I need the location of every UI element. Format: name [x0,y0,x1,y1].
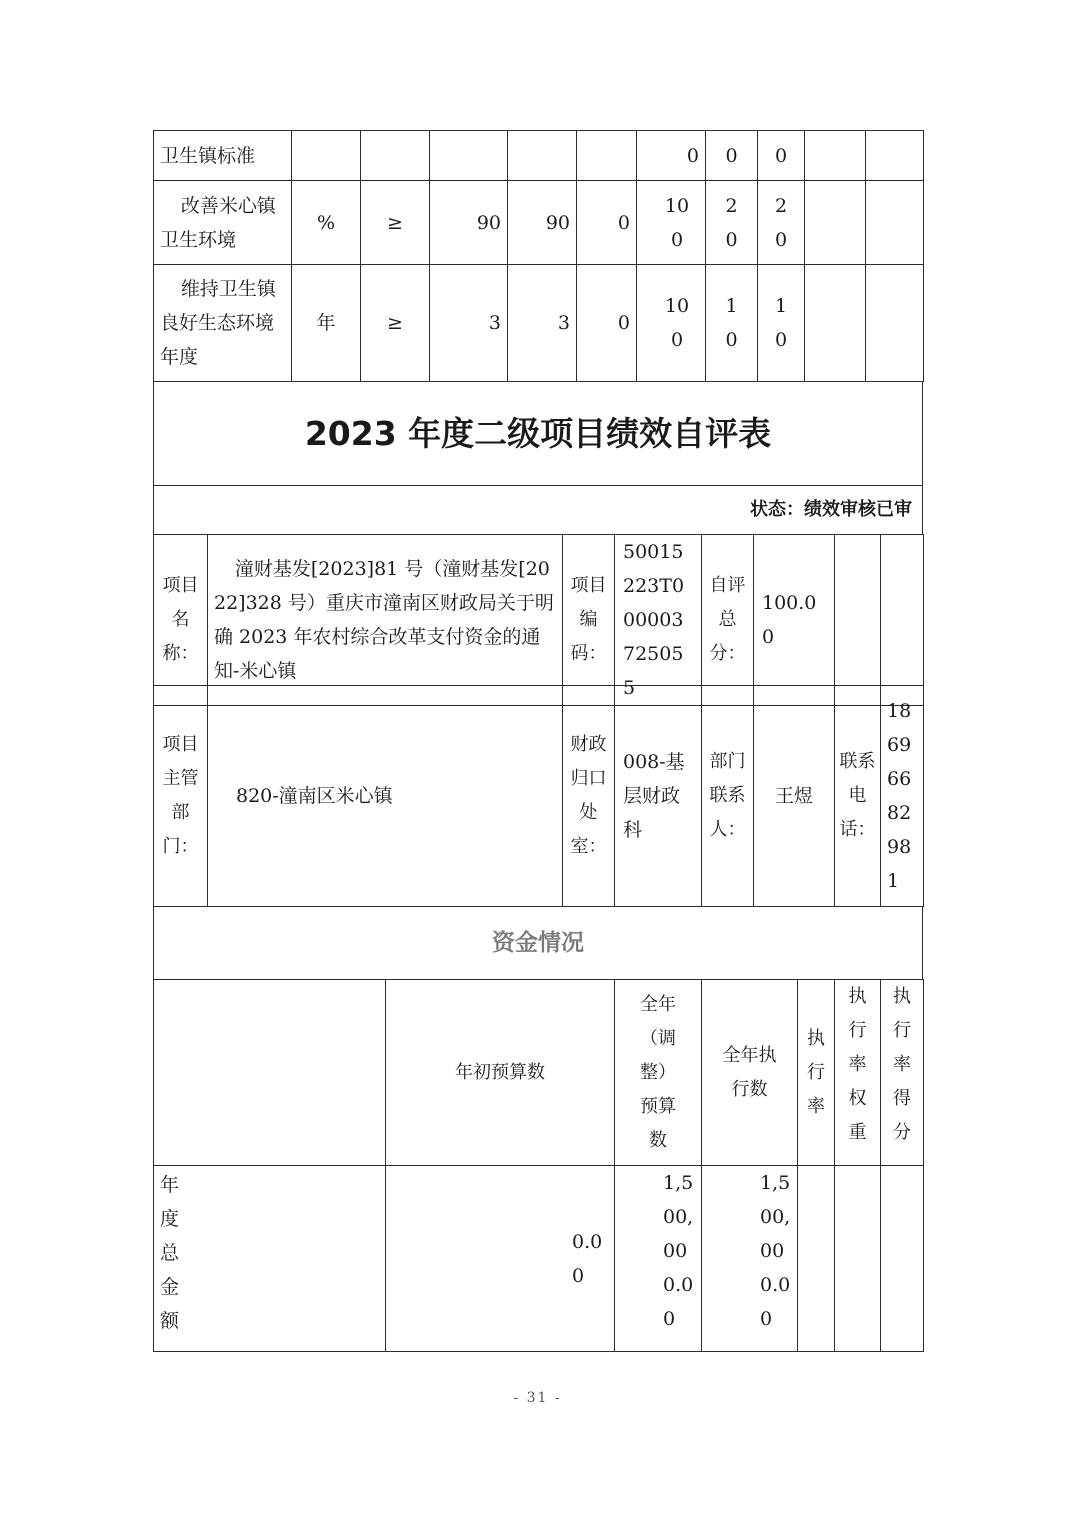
phone-label: 联系电话： [835,686,881,907]
indicator-target: 3 [430,265,508,382]
header-empty [154,980,386,1166]
indicator-symbol: ≥ [361,181,430,265]
table-row [154,181,924,265]
adjusted-budget-value: 1,500,000.00 [615,1166,702,1352]
contact-value: 王煜 [754,686,835,907]
empty-cell [866,265,924,382]
indicator-unit: 年 [292,265,361,382]
empty-cell [835,535,881,706]
indicator-c9: 20 [758,181,805,265]
table-row [154,1166,924,1352]
table-header-row [154,980,924,1166]
header-rate-weight: 执行率权重 [835,980,881,1166]
indicator-c9: 10 [758,265,805,382]
dept-label: 项目主管部门： [154,686,208,907]
project-code-label: 项目编码： [563,535,615,706]
indicator-name: 维持卫生镇良好生态环境年度 [154,265,292,382]
initial-budget-value: 0.00 [386,1166,615,1352]
funds-table [153,979,924,1352]
indicator-deviation [577,131,637,181]
indicator-actual: 90 [508,181,577,265]
page-number: - 31 - [513,1390,562,1406]
indicator-table [153,130,924,382]
header-adjusted-budget: 全年（调整）预算数 [615,980,702,1166]
indicator-unit: % [292,181,361,265]
indicator-c7: 100 [637,265,706,382]
department-info-table [153,685,924,907]
table-row [154,265,924,382]
empty-cell [805,265,866,382]
indicator-deviation: 0 [577,181,637,265]
indicator-target [430,131,508,181]
self-score-label: 自评总分： [702,535,754,706]
indicator-deviation: 0 [577,265,637,382]
funds-section-table [153,906,923,980]
empty-cell [866,181,924,265]
project-info-table [153,534,924,706]
execution-value: 1,500,000.00 [702,1166,798,1352]
office-value: 008-基层财政科 [615,686,702,907]
indicator-actual [508,131,577,181]
indicator-c8: 0 [706,131,758,181]
indicator-symbol: ≥ [361,265,430,382]
indicator-c8: 20 [706,181,758,265]
indicator-actual: 3 [508,265,577,382]
rate-weight-value [835,1166,881,1352]
indicator-symbol [361,131,430,181]
empty-cell [805,131,866,181]
row-label: 年度总金额 [154,1166,386,1352]
funds-section-title: 资金情况 [154,907,923,980]
project-name-label: 项目名称： [154,535,208,706]
dept-value: 820-潼南区米心镇 [208,686,563,907]
indicator-target: 90 [430,181,508,265]
empty-cell [881,535,924,706]
office-label: 财政归口处室： [563,686,615,907]
rate-score-value [881,1166,924,1352]
indicator-name: 卫生镇标准 [154,131,292,181]
status-text: 状态：绩效审核已审 [154,486,923,535]
execution-rate-value [798,1166,835,1352]
contact-label: 部门联系人： [702,686,754,907]
title-table [153,381,923,535]
page-title: 2023 年度二级项目绩效自评表 [154,382,923,486]
self-score-value: 100.00 [754,535,835,706]
empty-cell [805,181,866,265]
project-code-value: 50015223T000003725055 [615,535,702,706]
header-execution-rate: 执行率 [798,980,835,1166]
phone-value: 18696682981 [881,686,924,907]
indicator-unit [292,131,361,181]
indicator-c8: 10 [706,265,758,382]
indicator-c7: 0 [637,131,706,181]
indicator-c9: 0 [758,131,805,181]
indicator-c7: 100 [637,181,706,265]
header-annual-execution: 全年执行数 [702,980,798,1166]
table-row [154,131,924,181]
empty-cell [866,131,924,181]
header-rate-score: 执行率得分 [881,980,924,1166]
indicator-name: 改善米心镇卫生环境 [154,181,292,265]
header-initial-budget: 年初预算数 [386,980,615,1166]
project-name-value: 潼财基发[2023]81 号（潼财基发[2022]328 号）重庆市潼南区财政局关于明确 2023 年农村综合改革支付资金的通知-米心镇 [208,535,563,706]
